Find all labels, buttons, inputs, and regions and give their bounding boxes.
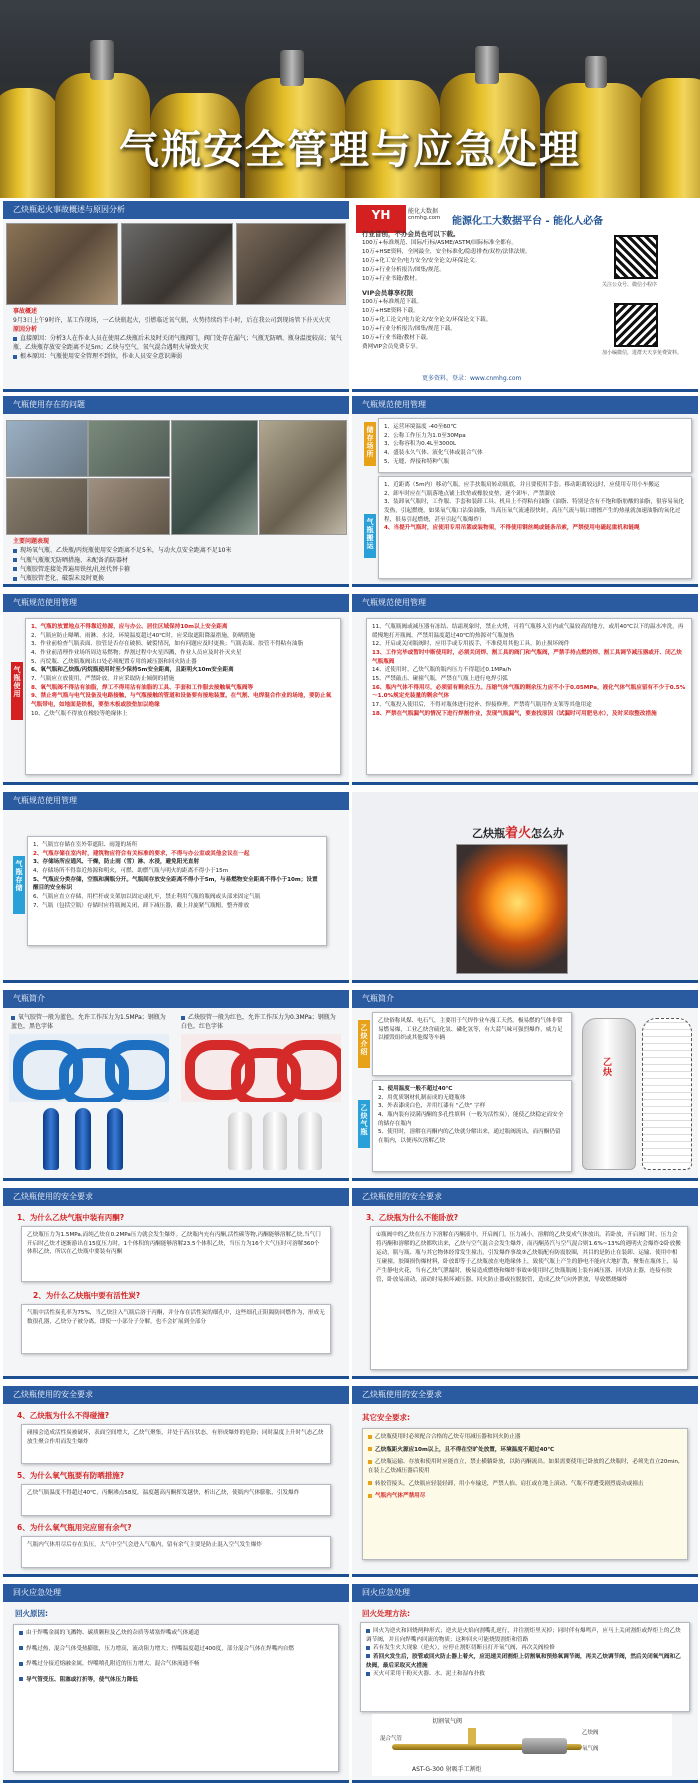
oxygen-cylinder xyxy=(75,1108,91,1170)
slide-header: 气瓶规范使用管理 xyxy=(3,594,349,612)
usage-item: 13、工作完毕或暂时中断使用时，必须关闭焊、割工具的阀门和气瓶阀，严禁手持点燃的焊、割工具调节减压器或开、闭乙炔气瓶瓶阀 xyxy=(372,649,682,665)
handling-item: 3、装卸氧气瓶时，工作服、手套和装卸工具、机具上不得粘有油脂（油脂、特别是含有不饱和脂肪酸的油脂，很容易氧化发热，引起燃烧，如果氧气瓶口沾染油脂，当高压氧气流速很快时，高压气流与瓶口磨擦产生的热量就加速油脂的氧化过程，很易引起燃烧，甚至引起气瓶爆炸） xyxy=(384,499,685,523)
problems-title: 主要问题表现 xyxy=(13,538,50,545)
site-photo xyxy=(88,478,170,535)
torch-diagram: 切割氧气阀 混合气管 乙炔阀 氧气阀 AST-G-300 射吸手工割炬 xyxy=(372,1714,672,1776)
flashback-cause: 导气管受压、阻塞或打折等，使气体压力降低 xyxy=(19,1676,333,1686)
other-item: 乙炔瓶使用时必须配合合格的乙炔专用减压器和回火防止器 xyxy=(368,1433,682,1442)
measure-item: 灭火可采用干粉灭火器、水、泥土和湿布扑救 xyxy=(366,1670,684,1679)
storage-box xyxy=(378,418,692,473)
site-photo xyxy=(259,420,347,535)
acetylene-cylinder-box xyxy=(372,1080,572,1172)
slide-usage-1 xyxy=(3,594,349,785)
vip-item: 100万+标准规范下载。 xyxy=(362,299,423,306)
slide-fire-question xyxy=(352,792,698,983)
usage-item: 6、氧气瓶和乙炔瓶/丙烷瓶使用时至少保持5m安全距离，且距明火10m安全距离 xyxy=(31,667,234,674)
slide-storage xyxy=(3,792,349,983)
vip-item: 费网VIP会员免费专享。 xyxy=(362,344,422,351)
acetylene-cylinder-image: 乙炔 xyxy=(582,1018,636,1170)
usage-item: 16、瓶内气体不得用尽，必须留有剩余压力。压缩气体气瓶的剩余压力应不小于0.05MPa，液化气体气瓶应留有不少于0.5%～1.0%规定充装量的剩余气体 xyxy=(372,684,686,700)
ad-line1: 行业首创，不办会员也可以下载。 xyxy=(362,230,460,238)
slide-safety-2a xyxy=(3,1386,349,1577)
slide-safety-2b xyxy=(352,1386,698,1577)
slide-header: 乙炔瓶使用的安全要求 xyxy=(352,1386,698,1404)
slide-header: 气瓶使用存在的问题 xyxy=(3,396,349,414)
fire-title: 乙炔瓶着火怎么办 xyxy=(472,826,565,841)
slide-acetylene-intro xyxy=(352,990,698,1181)
measure-item: 回火为逆火和回烧两种形式；逆火是火焰向割嘴孔逆行，并往割炬里灭掉；同时伴有爆鸣声，应马上关闭割炬或焊炬上的乙炔调节阀，并且向焊嘴内回流的物质；这种回火可能烧毁割炬和管路 xyxy=(366,1628,681,1643)
accident-photo xyxy=(6,223,118,305)
question-2: 2、为什么乙炔瓶中要有活性炭? xyxy=(33,1291,141,1300)
measure-item: 若回火发生后，胶管或回火防止器上着火，应迅速关闭割炬上切割氧和预热氧调节阀，再关乙炔调节阀，然后关闭氧气阀和乙炔阀，最后采取灭火措施 xyxy=(366,1653,681,1669)
slide-problems xyxy=(3,396,349,587)
site-photo xyxy=(171,420,258,535)
question-6: 6、为什么氧气瓶用完应留有余气? xyxy=(17,1523,132,1532)
brand-name: 能化大数据 xyxy=(408,208,439,215)
vip-title: VIP会员尊享权限 xyxy=(362,289,414,298)
oxygen-cylinder xyxy=(107,1108,123,1170)
cylinder-item: 5、使用时，溶解在丙酮内的乙炔就分解出来，通过瓶阀流出，而丙酮仍留在瓶内，以便再次溶解乙炔 xyxy=(378,1129,561,1144)
usage-item: 3、作业前检查气瓶表面、胶管是否存在破损、破裂情况，如有问题应及时更换；气瓶表面、胶管不得粘有油脂 xyxy=(31,641,304,648)
acetylene-cylinder xyxy=(228,1112,252,1170)
ad-item: 10万+行业书籍/教材。 xyxy=(362,276,421,283)
tag-usage: 气瓶使用 xyxy=(11,662,23,720)
cylinder-item: 3、外表漆成白色，并用红漆有 "乙炔" 字样 xyxy=(378,1103,486,1110)
qr-caption: 关注公众号、微信小程序 xyxy=(602,282,658,288)
slide-header: 回火应急处理 xyxy=(352,1584,698,1602)
slide-header: 气瓶规范使用管理 xyxy=(352,396,698,414)
storage-item: 2、气瓶存储在室内时，建筑物应符合有关标准的要求，不得与办公室或其他会议在一起 xyxy=(33,850,250,857)
slide-flashback-measures xyxy=(352,1584,698,1783)
vip-item: 10万+行业分析报告/图集/规范下载。 xyxy=(362,326,456,333)
cylinder-item: 4、瓶内装有浸满丙酮的多孔性填料（一般为活性炭），能使乙炔稳定而安全的储存在瓶内 xyxy=(378,1111,564,1127)
tag-storage: 气瓶存储 xyxy=(13,856,25,914)
slide-safety-1a xyxy=(3,1188,349,1379)
site-photo xyxy=(6,478,88,535)
slide-header: 回火应急处理 xyxy=(3,1584,349,1602)
tag-acetylene-intro: 乙炔介绍 xyxy=(358,1020,370,1068)
acetylene-hose-text: 乙炔胶管一般为红色，允许工作压力为0.3MPa；钢瓶为白色，红色字体 xyxy=(181,1014,336,1030)
ad-item: 100万+标准规范、国际/行标/ASME/ASTM/国际标准全都有。 xyxy=(362,240,517,247)
accident-photo xyxy=(121,223,233,305)
problem-item: 气瓶气瓶瓶无防晒措施、未配备消防器材 xyxy=(13,556,343,565)
usage-item: 12、开启或关闭瓶阀时，应用手或专用扳手，不准使用其他工具，防止损坏阀件 xyxy=(372,641,570,648)
other-requirements-box xyxy=(362,1428,688,1560)
other-item: 乙炔瓶距火源应10m以上，且不得在空旷处放置，环境温度不超过40℃ xyxy=(368,1446,682,1455)
overview-title: 事故概述 xyxy=(13,308,38,315)
answer-1: 乙炔瓶压力为1.5MPa,而纯乙炔在0.2MPa压力就会发生爆炸。乙炔瓶内充有丙酮,活性碳等物,丙酮能够溶解乙炔,当气门开启时乙炔才逐渐游出在15度压力时，1个体积的丙酮能够溶解23.5个体积乙炔，当压力为16个大气压时可溶解360个体积乙炔，所以在乙炔瓶中要装有丙酮 xyxy=(21,1226,331,1282)
problem-item: 气瓶胶管老化、破裂未及时更换 xyxy=(13,574,343,583)
brand-url: cnmhg.com xyxy=(408,215,441,221)
blue-hose-image xyxy=(9,1034,169,1102)
usage-item: 2、气瓶应防止曝晒、雨淋、水浸，环境温度超过40℃时，应采取遮阳降温措施，防晒措施 xyxy=(31,632,255,639)
fire-photo xyxy=(456,844,568,974)
other-title: 其它安全要求: xyxy=(362,1413,410,1422)
usage-box xyxy=(25,618,341,775)
flashback-cause: 焊嘴过分接近熔融金属，焊嘴喷孔附近的压力增大，混合气体流通不畅 xyxy=(19,1660,333,1670)
acetylene-cylinder xyxy=(298,1112,322,1170)
cause-item: 根本原因：气瓶使用安全管理不到位，作业人员安全意识薄弱 xyxy=(13,352,343,361)
answer-2: 气瓶中活性炭孔率为75%，当乙炔注入气瓶后溶于丙酮，并分布在活性炭的细孔中，这些细孔正阻隔防回燃作为，形成无数很孔器，乙炔分子被分离，即使一小部分子分解，也不会扩展到全部分 xyxy=(21,1304,331,1354)
slide-header: 气瓶简介 xyxy=(352,990,698,1008)
storage-item: 5、无缝、焊接和特种气瓶 xyxy=(384,458,450,465)
usage-item: 9、禁止将气瓶与电气设备及电路接触，与气瓶接触的管道和设备要有接地装置。在气割、电焊混合作业的场地，要防止氧气瓶带电，如地面是铁板，要垫木板或胶垫加以绝缘 xyxy=(31,693,332,708)
handling-item: 1、近距离（5m内）移动气瓶，应手扶瓶肩转动瓶底，并且要使用手套。移动距离较远时，应使用专用小车搬运 xyxy=(384,482,660,488)
storage-item: 1、运营环境温度 -40至60℃ xyxy=(384,424,457,430)
slide-storage-handling xyxy=(352,396,698,587)
measure-item: 若有发生火大现象（逆火），应停止割炬切断且打开氧气阀，再次关阀检修 xyxy=(366,1644,684,1653)
qr-caption: 加小编微信，进群天天享免费资料。 xyxy=(602,350,683,356)
answer-3: ①瓶阀中的乙炔在压力下溶解在丙酮液中，开启阀门，压力减小，溶解的乙炔变成气体放出。若卧放，开启阀门时，压力会将丙酮和溶解的乙炔都吹出来，乙炔与空气混合会发生爆炸，而丙酮蒸汽与空气混合则1.6%~13%的遇明火会爆炸②卧放搬运动，瓶与瓶、瓶与其它物体经常发生撞击，引发爆炸事故③乙炔瓶配有防震胶圈，其目的是防止在装卸、运输、使用中相互碰撞。胶圈损伤爆材料，卧放即等于乙炔瓶放在电绝缘体上，致使气瓶上产生的静电不能向大地扩散，聚集在瓶体上，易产生静电火花，当有乙炔气泄漏时，极易造成燃烧和爆炸事故④使用时乙炔瓶瓶阀上装有减压器、回火防止器，连接有胶管，卧放易滚动，滚动时易损坏减压器、回火防止器或拉脱胶管，造成乙炔气向外泄放，导致燃烧爆炸 xyxy=(370,1226,688,1370)
storage-item: 1、气瓶宜存储在室外带遮阳、雨篷的场所 xyxy=(33,842,138,848)
handling-box xyxy=(378,476,692,579)
storage-item: 7、气瓶（包括空瓶）存储时应将瓶阀关闭，卸下减压器，戴上并旋紧气瓶帽，整齐排放 xyxy=(33,902,250,909)
cause-title: 回火原因: xyxy=(15,1609,48,1618)
acetylene-intro-box xyxy=(372,1012,572,1076)
answer-5: 乙炔气瓶温度不得超过40℃，丙酮沸点58度，温度越高丙酮挥发越快，析出乙炔，使瓶内气体膨胀，引发爆炸 xyxy=(21,1484,331,1516)
acetylene-intro-text: 乙炔俗称风煤、电石气，主要用于气焊作业车漫工天然。极易燃的气体非常易燃易爆，工业乙炔含硫化氢、磷化氢等，有大蒜气味可强烈爆炸，威力足以摧毁组织或其他煤等车辆 xyxy=(378,1018,563,1042)
storage-item: 6、气瓶应直立存储，用栏杆或支架加以固定或扎牢，禁止利用气瓶的瓶阀或头部来固定气瓶 xyxy=(33,893,261,900)
slide-advertisement xyxy=(352,201,698,392)
usage-item: 10、乙炔气瓶不得放在橡胶等绝缘体上 xyxy=(31,710,128,717)
brand-logo: YH xyxy=(356,205,406,233)
cause-item: 直接原因：分析3人在作业人员在使用乙炔瓶后未及时关闭气瓶阀门，阀门处存在漏气；气瓶无防晒、瓶身温度较高；氧气瓶、乙炔瓶存放安全距离不足5m；乙炔与空气、氧气混合遇明火导致火灾 xyxy=(13,335,342,351)
measures-box xyxy=(360,1622,690,1712)
usage-item: 17、气瓶投入使用后，不得对瓶体进行挖补、焊接修理。严禁将气瓶用作支架等其他用途 xyxy=(372,701,592,708)
other-item: 气瓶内气体严禁用尽 xyxy=(368,1492,682,1501)
overview-text: 9月3日上午9时许，某工作现场，一乙炔瓶起火，引燃临近氧气瓶，火势持续约半小时，后在我公司到现场管下扑灭火灾 xyxy=(13,317,331,324)
slide-safety-1b xyxy=(352,1188,698,1379)
storage-item: 4、存储场所不得靠近热源和明火，可燃、助燃气瓶与明火的距离不得小于15m xyxy=(33,867,229,874)
ad-item: 10万+化工安全/电力安全/安全论文/环保论文。 xyxy=(362,258,481,265)
storage-item: 2、公称工作压力为1.0至30Mpa xyxy=(384,432,466,439)
cylinder-item: 2、用优质钢材轧制而成的无缝瓶体 xyxy=(378,1094,466,1101)
handling-item: 4、当提升气瓶时，应使用专用吊篮或装物架，不得使用钢丝绳或链条吊索，严禁使用电磁起重机和链绳 xyxy=(384,525,640,532)
hero-banner xyxy=(0,0,700,198)
storage-item: 3、存储场所应通风、干燥，防止雨（雪）淋、水浸，避免阳光直射 xyxy=(33,859,200,866)
slide-header: 气瓶简介 xyxy=(3,990,349,1008)
problem-item: 现场氧气瓶、乙炔瓶/丙烷瓶使用安全距离不足5米，与动火点安全距离不足10米 xyxy=(13,546,343,555)
flashback-cause: 焊嘴过热，混合气体受热膨胀，压力增高，流动阻力增大；焊嘴温度超过400度，部分混合气体在焊嘴内自燃 xyxy=(19,1645,333,1655)
ad-title: 能源化工大数据平台 - 能化人必备 xyxy=(452,216,604,227)
slide-header: 乙炔瓶使用的安全要求 xyxy=(352,1188,698,1206)
usage-item: 18、严禁在气瓶漏气的情况下进行焊割作业，发现气瓶漏气，要查找原因（试漏时可用肥皂水），及时采取整改措施 xyxy=(372,710,657,717)
tag-acetylene-cylinder: 乙炔气瓶 xyxy=(358,1100,370,1148)
other-item: 转胶管接头，乙炔瓶应轻装轻卸，用小车输送，严禁人抬、肩扛或在地上滚动、气瓶不得遭受剧烈震动或撞击 xyxy=(368,1480,682,1489)
slide-fire-accident xyxy=(3,201,349,392)
answer-6: 气瓶内气体用尽后存在负压，大气中空气会进入气瓶内，留有余气主要是防止混入空气发生爆炸 xyxy=(21,1536,331,1568)
answer-4: 碰撞会造成活性炭被破坏，表面空间增大，乙炔气聚集，并处于高压状态，有形成爆炸的危险；同时温度上升时气态乙炔放生聚合作用而发生爆炸 xyxy=(21,1424,331,1464)
question-3: 3、乙炔瓶为什么不能卧放? xyxy=(366,1213,459,1222)
other-item: 乙炔瓶运输、存放和使用时应能直立，禁止横躺卧放，以防丙酮流出。如果需要使用已卧放的乙炔瓶时，必须先直立20min,在装上乙炔减压器后使用 xyxy=(368,1459,680,1474)
qr-code xyxy=(614,235,658,279)
oxygen-hose-text: 氧气胶管一般为蓝色，允许工作压力为1.5MPa；钢瓶为蓝色，黑色字体 xyxy=(11,1014,166,1030)
slide-header: 乙炔瓶使用的安全要求 xyxy=(3,1386,349,1404)
usage-item: 11、气瓶瓶阀或减压器有冻结、结霜现象时，禁止火烤，可将气瓶移入室内或气温较高的地方，或用40℃以下的温水冲洗，再缓慢地打开瓶阀，严禁用温度超过40℃的热源对气瓶加热 xyxy=(372,624,684,639)
ad-item: 10万+HSE资料，全网最全，安全标准化/隐患排查/双控/法律法规。 xyxy=(362,249,531,256)
cylinder-diagram xyxy=(642,1018,692,1170)
page-title: 气瓶安全管理与应急处理 xyxy=(119,127,581,173)
vip-item: 10万+HSE资料下载。 xyxy=(362,308,419,315)
site-photo xyxy=(88,420,170,477)
question-1: 1、为什么乙炔气瓶中装有丙酮? xyxy=(17,1213,125,1222)
vip-item: 10万+行业书籍/教材下载。 xyxy=(362,335,432,342)
usage-item: 15、严禁敲击、碰撞气瓶，严禁在气瓶上进行电焊引弧 xyxy=(372,675,508,682)
slide-header: 乙炔瓶使用的安全要求 xyxy=(3,1188,349,1206)
measures-title: 回火处理方法: xyxy=(362,1609,410,1618)
slide-header: 气瓶规范使用管理 xyxy=(3,792,349,810)
storage-rules-box xyxy=(27,836,327,946)
question-5: 5、为什么氧气瓶要有防晒措施? xyxy=(17,1471,125,1480)
problem-item: 气瓶胶管连接处普遍用铁丝/扎丝代替卡箍 xyxy=(13,565,343,574)
slide-hose-intro xyxy=(3,990,349,1181)
usage-item: 1、气瓶的放置地点不得靠近热源，应与办公、居住区域保持10m以上安全距离 xyxy=(31,624,228,630)
usage-box-2 xyxy=(366,618,692,775)
usage-item: 5、丙烷瓶、乙炔瓶瓶阀出口处必须配置专用的减压器和回火防止器 xyxy=(31,658,197,665)
storage-item: 5、气瓶应分类存储，空瓶和满瓶分开。气瓶间存放安全距离不得小于5m，与易燃物安全距离不得小于10m；设置醒目的安全标识 xyxy=(33,876,318,892)
storage-item: 3、公称容积为0.4L至3000L xyxy=(384,441,457,448)
handling-item: 2、卸车时应在气瓶落地点铺上软垫或橡胶皮垫，逐个卸车，严禁溜放 xyxy=(384,490,556,497)
tag-handling: 气瓶搬运 xyxy=(364,514,376,558)
question-4: 4、乙炔瓶为什么不得碰撞? xyxy=(17,1411,110,1420)
storage-item: 4、盛装永久气体、液化气体或混合气体 xyxy=(384,449,483,456)
flashback-causes-box xyxy=(13,1624,339,1772)
cylinder-item: 1、使用温度一般不超过40℃ xyxy=(378,1086,453,1092)
tag-storage: 储存场所 xyxy=(364,422,376,466)
red-hose-image xyxy=(181,1034,341,1102)
qr-code xyxy=(614,303,658,347)
slide-flashback-causes xyxy=(3,1584,349,1783)
acetylene-cylinder xyxy=(263,1112,287,1170)
site-photo xyxy=(6,420,88,477)
flashback-cause: 由于焊嘴金属的飞溅物、碳质颗粒及乙炔的杂质等堵塞焊嘴或气体通道 xyxy=(19,1629,333,1639)
ad-more: 更多资料，登录：www.cnmhg.com xyxy=(422,375,522,382)
usage-item: 8、氧气瓶阀不得沾有油脂，焊工不得用沾有油脂的工具、手套和工作服去接触氧气瓶阀等 xyxy=(31,684,254,691)
usage-item: 7、气瓶应立放使用，严禁卧放，并应采取防止倾倒的措施 xyxy=(31,675,175,682)
slide-usage-2 xyxy=(352,594,698,785)
cause-title: 原因分析 xyxy=(13,326,38,333)
accident-photo xyxy=(236,223,346,305)
oxygen-cylinder xyxy=(43,1108,59,1170)
slide-header: 气瓶规范使用管理 xyxy=(352,594,698,612)
usage-item: 4、作业前清理作业场所周边易燃物；焊割过程中火星四溅，作业人员应及时扑灭火星 xyxy=(31,649,242,656)
slide-header: 乙炔瓶起火事故概述与原因分析 xyxy=(3,201,349,219)
vip-item: 10万+化工论文/电力论文/安全论文/环保论文下载。 xyxy=(362,317,492,324)
ad-item: 10万+行业分析报告/图集/规范。 xyxy=(362,267,445,274)
usage-item: 14、近使用时，乙炔气瓶的瓶内压力不得超过0.1MPa/h xyxy=(372,667,512,674)
